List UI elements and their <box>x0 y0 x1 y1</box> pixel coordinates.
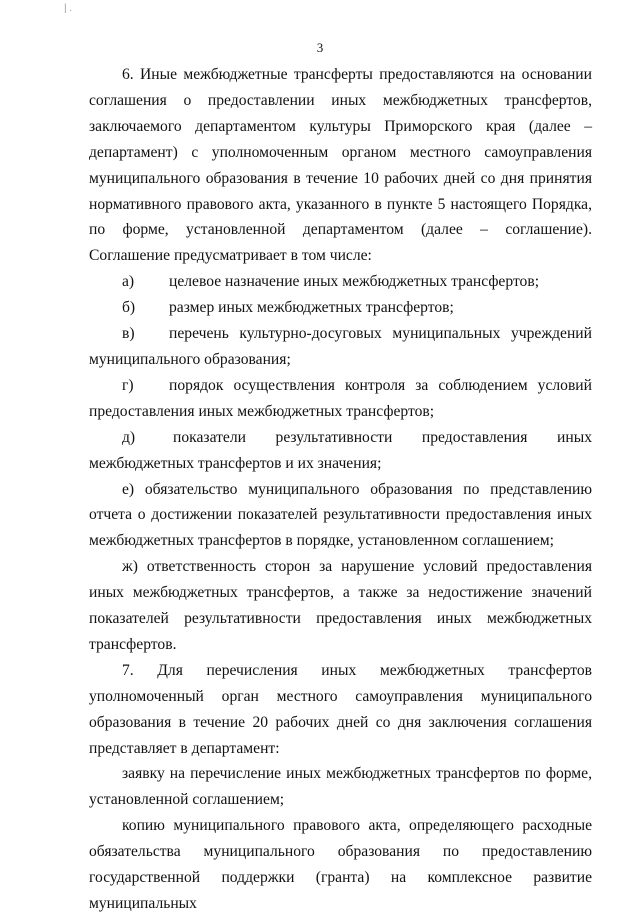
list-item-v <box>89 321 592 373</box>
list-marker: в) <box>122 325 135 343</box>
list-item-text: размер иных межбюджетных трансфертов; <box>169 299 454 317</box>
list-marker: д) <box>122 428 136 446</box>
list-marker: б) <box>122 299 136 317</box>
list-marker: г) <box>122 376 134 394</box>
document-body <box>89 62 592 917</box>
list-item-e: е) обязательство муниципального образования по представлению отчета о достижении показателей результативности предоставления иных межбюджетных трансфертов в порядке, установленном соглашением; <box>89 480 592 550</box>
list-item-a <box>89 269 592 295</box>
list-item-text: перечень культурно-досуговых муниципальных учреждений муниципального образования; <box>89 325 592 368</box>
page-number: 3 <box>316 40 324 55</box>
scan-corner-mark: | . <box>64 3 73 14</box>
list-item-b <box>89 295 592 321</box>
list-marker: а) <box>122 273 135 291</box>
paragraph-7-request: заявку на перечисление иных межбюджетных трансфертов по форме, установленной соглашением; <box>89 765 592 809</box>
paragraph-7: 7. Для перечисления иных межбюджетных трансфертов уполномоченный орган местного самоуправления муниципального образования в течение 20 рабочих дней со дня заключения соглашения представляет в департамент: <box>89 661 592 757</box>
list-item-d <box>89 425 592 477</box>
paragraph-7-copy: копию муниципального правового акта, определяющего расходные обязательства муниципального образования по предоставлению государственной поддержки (гранта) на комплексное развитие муниципальных <box>89 817 592 912</box>
list-item-g <box>89 373 592 425</box>
paragraph-6: 6. Иные межбюджетные трансферты предоставляются на основании соглашения о предоставлении иных межбюджетных трансфертов, заключаемого департаментом культуры Приморского края (далее – департамент) с уполномоченным органом местного самоуправления муниципального образования в течение 10 рабочих дней со дня принятия нормативного правового акта, указанного в пункте 5 настоящего Порядка, по форме, установленной департаментом (далее – соглашение). Соглашение предусматривает в том числе: <box>89 66 592 265</box>
list-item-text: порядок осуществления контроля за соблюдением условий предоставления иных межбюджетных трансфертов; <box>89 376 592 420</box>
list-item-text: целевое назначение иных межбюджетных трансфертов; <box>169 273 540 291</box>
list-item-zh: ж) ответственность сторон за нарушение условий предоставления иных межбюджетных трансфертов, а также за недостижение значений показателей результативности предоставления иных межбюджетных трансфертов. <box>89 558 592 653</box>
list-item-text: показатели результативности предоставления иных межбюджетных трансфертов и их значения; <box>89 428 592 472</box>
